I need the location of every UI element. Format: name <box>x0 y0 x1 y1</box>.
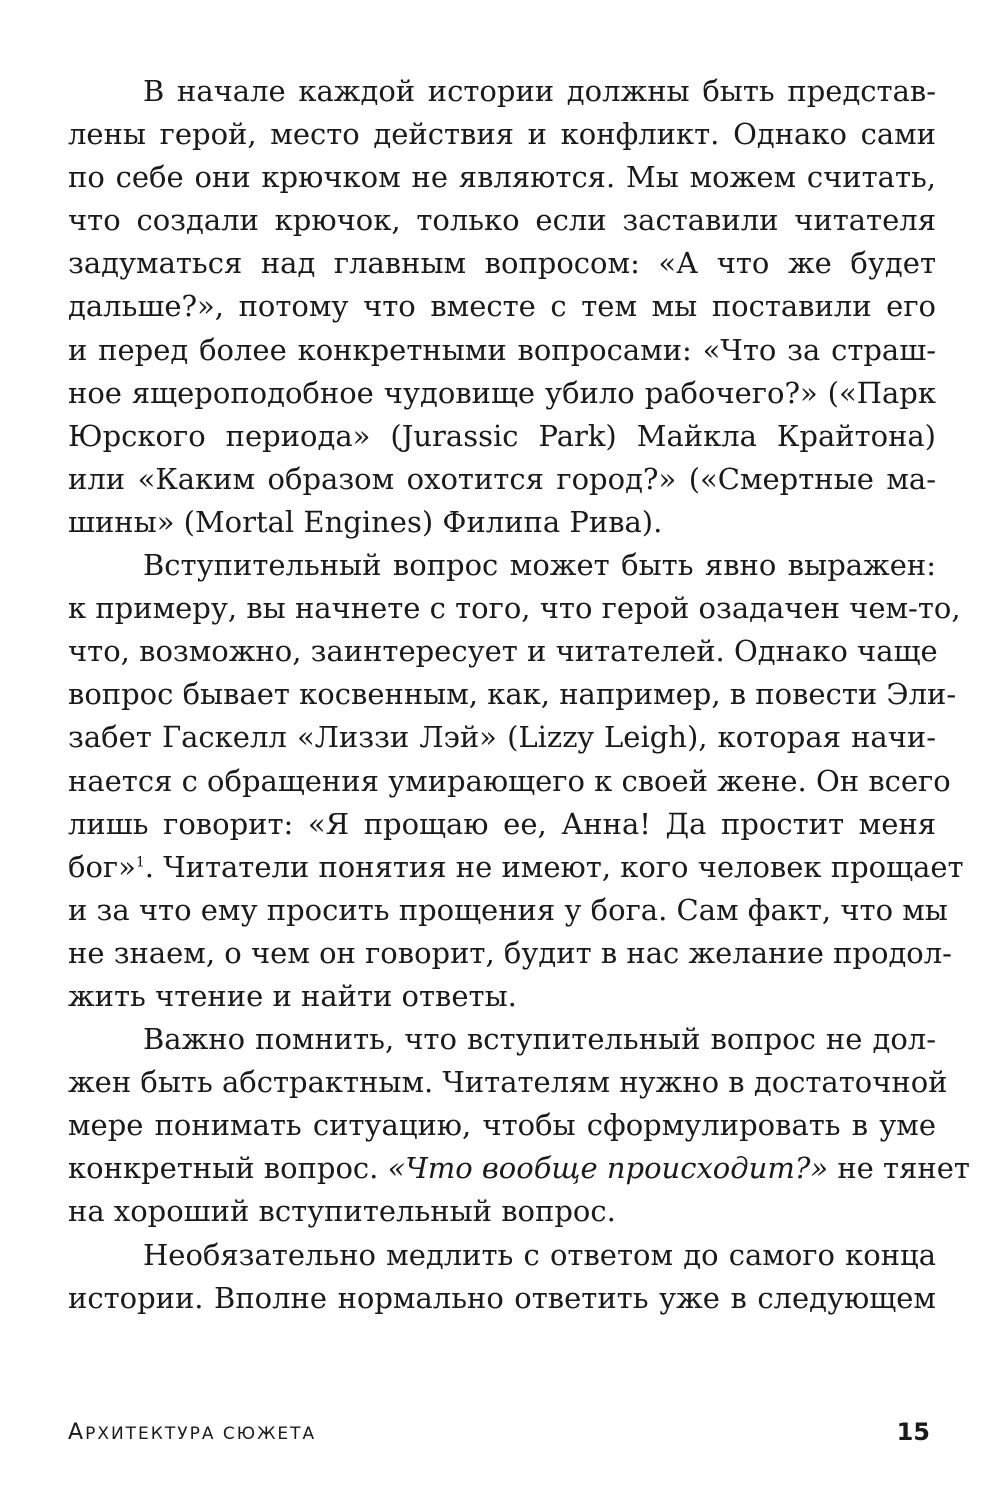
text-line: Юрского периода» (Jurassic Park) Майкла Крайтона) <box>68 418 936 453</box>
paragraph <box>68 1018 970 1233</box>
page-footer <box>68 1420 936 1460</box>
text-line: и за что ему просить прощения у бога. Сам факт, что мы <box>68 892 948 927</box>
paragraph <box>68 544 964 1018</box>
text-line: истории. Вполне нормально ответить уже в следующем <box>68 1280 936 1315</box>
running-title <box>68 1420 316 1445</box>
text-line: к примеру, вы начнете с того, что герой озадачен чем-то, <box>68 591 961 626</box>
italic-quote: «Что вообще происходит?» <box>387 1151 829 1186</box>
text-line: нается с обращения умирающего к своей жене. Он всего <box>68 763 951 798</box>
text-line: мере понимать ситуацию, чтобы сформулировать в уме <box>68 1108 936 1143</box>
text-line: задуматься над главным вопросом: «А что же будет <box>68 246 936 281</box>
running-title-initial: А <box>68 1420 86 1445</box>
text-line: шины» (Mortal Engines) Филипа Рива). <box>68 504 663 539</box>
text-fragment: бог» <box>68 849 136 884</box>
text-line-with-italic <box>68 1147 970 1190</box>
text-line: жен быть абстрактным. Читателям нужно в достаточной <box>68 1065 948 1100</box>
text-line: что создали крючок, только если заставили читателя <box>68 203 936 238</box>
text-line: забет Гаскелл «Лиззи Лэй» (Lizzy Leigh), которая начи- <box>68 720 936 755</box>
text-line: жить чтение и найти ответы. <box>68 978 517 1013</box>
text-line-with-footnote <box>68 846 964 889</box>
text-line: В начале каждой истории должны быть представ- <box>143 74 936 108</box>
text-line: что, возможно, заинтересует и читателей. Однако чаще <box>68 634 938 669</box>
text-fragment: . Читатели понятия не имеют, кого человек прощает <box>144 849 964 884</box>
text-line: лены герой, место действия и конфликт. Однако сами <box>68 117 936 152</box>
text-line: по себе они крючком не являются. Мы можем считать, <box>68 160 936 195</box>
text-line: или «Каким образом охотится город?» («Смертные ма- <box>68 461 936 496</box>
text-line: на хороший вступительный вопрос. <box>68 1194 616 1229</box>
text-line: и перед более конкретными вопросами: «Что за страш- <box>68 332 936 367</box>
text-line: вопрос бывает косвенным, как, например, в повести Эли- <box>68 677 957 712</box>
paragraph <box>68 70 936 544</box>
body-text <box>68 70 970 1320</box>
text-line: лишь говорит: «Я прощаю ее, Анна! Да простит меня <box>68 806 936 841</box>
running-title-rest: РХИТЕКТУРА СЮЖЕТА <box>85 1424 317 1444</box>
text-line: ное ящероподобное чудовище убило рабочего?» («Парк <box>68 375 936 410</box>
text-fragment: не тянет <box>828 1151 970 1186</box>
text-line: Вступительный вопрос может быть явно выражен: <box>143 548 936 583</box>
text-line: дальше?», потому что вместе с тем мы поставили его <box>68 289 936 324</box>
text-fragment: конкретный вопрос. <box>68 1151 388 1186</box>
text-line: не знаем, о чем он говорит, будит в нас желание продол- <box>68 935 952 970</box>
text-line: Необязательно медлить с ответом до самого конца <box>143 1237 936 1272</box>
footnote-marker: 1 <box>135 854 145 871</box>
page-number: 15 <box>896 1418 930 1446</box>
text-line: Важно помнить, что вступительный вопрос не дол- <box>143 1022 936 1057</box>
paragraph <box>68 1234 936 1320</box>
